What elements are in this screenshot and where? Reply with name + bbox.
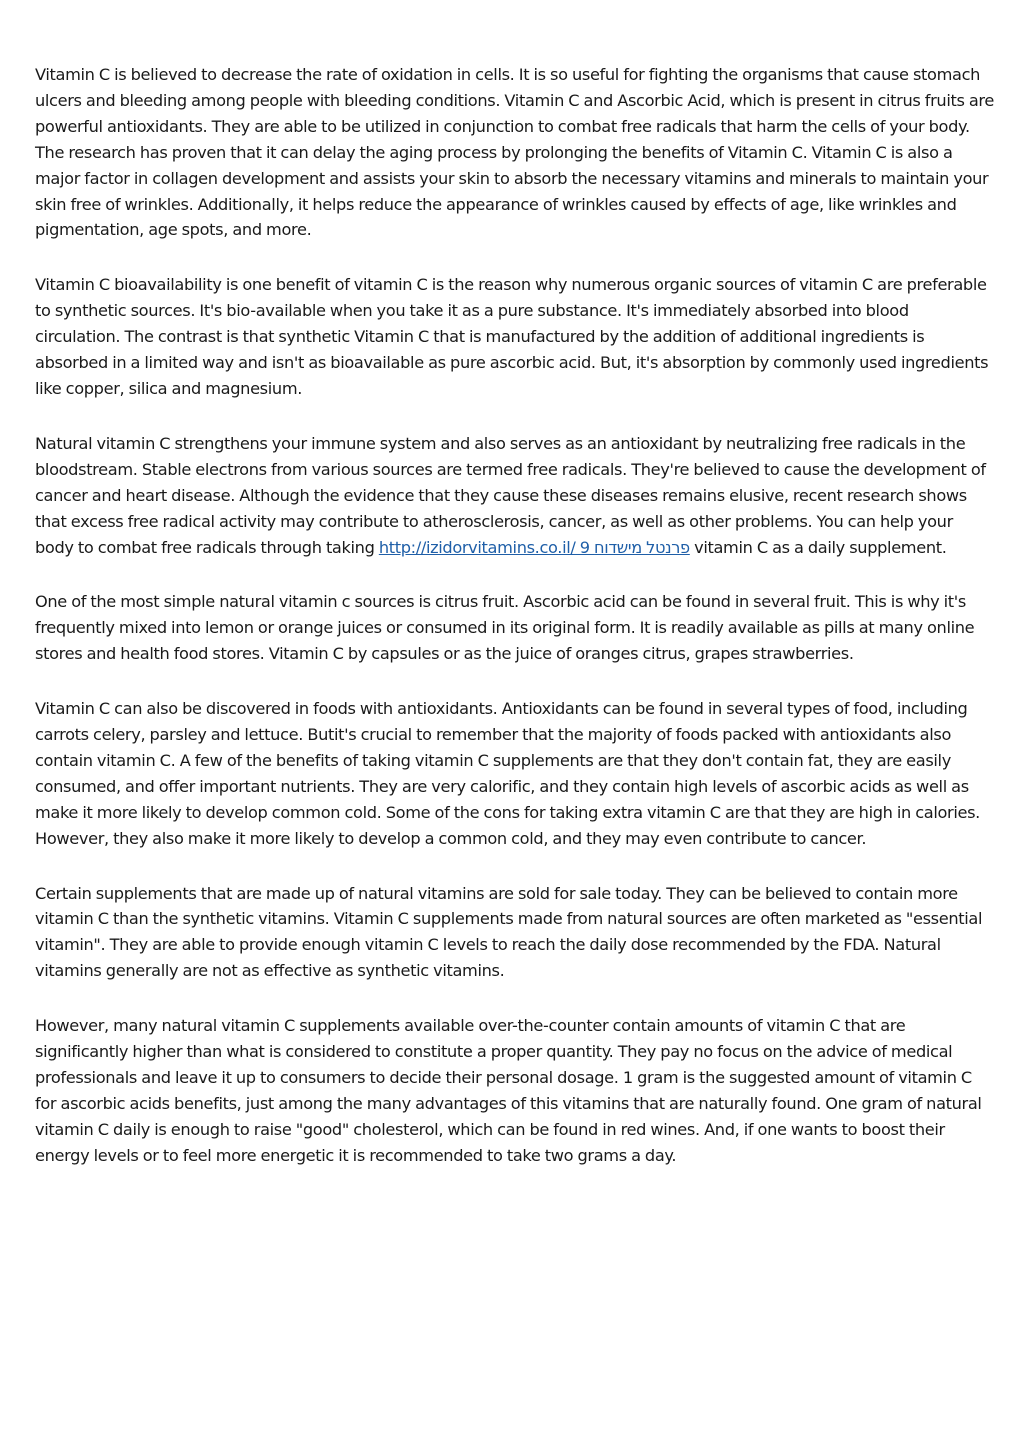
paragraph-natural-supplements: Certain supplements that are made up of natural vitamins are sold for sale today. They can be believed to contain more vitamin C than the synthetic vitamins. Vitamin C supplements made from natural sources are often marketed as "essential vitamin". They are able to provide enough vitamin C levels to reach the daily dose recommended by the FDA. Natural vitamins generally are not as effective as synthetic vitamins. (35, 883, 983, 981)
paragraph-bioavailability: Vitamin C bioavailability is one benefit of vitamin C is the reason why numerous organic sources of vitamin C are preferable to synthetic sources. It's bio-available when you take it as a pure substance. It's immediately absorbed into blood circulation. The contrast is that synthetic Vitamin C that is manufactured by the addition of additional ingredients is absorbed in a limited way and isn't as bioavailable as pure ascorbic acid. But, it's absorption by commonly used ingredients like copper, silica and magnesium. (35, 275, 989, 398)
izidorvitamins-link[interactable]: http://izidorvitamins.co.il/ 9 פרנטל מישדוח (378, 537, 690, 557)
paragraph-immune-text-after-link: vitamin C as a daily supplement. (689, 537, 947, 557)
paragraph-antioxidant-foods: Vitamin C can also be discovered in foods with antioxidants. Antioxidants can be found in several types of food, including carrots celery, parsley and lettuce. Butit's crucial to remember that the majority of foods packed with antioxidants also contain vitamin C. A few of the benefits of taking vitamin C supplements are that they don't contain fat, they are easily consumed, and offer important nutrients. They are very calorific, and they contain high levels of ascorbic acids as well as make it more likely to develop common cold. Some of the cons for taking extra vitamin C are that they are high in calories. However, they also make it more likely to develop a common cold, and they may even contribute to cancer. (35, 699, 980, 848)
paragraph-immune-system (35, 431, 995, 561)
paragraph-vitamin-c-oxidation: Vitamin C is believed to decrease the rate of oxidation in cells. It is so useful for fighting the organisms that cause stomach ulcers and bleeding among people with bleeding conditions. Vitamin C and Ascorbic Acid, which is present in citrus fruits are powerful antioxidants. They are able to be utilized in conjunction to combat free radicals that harm the cells of your body. The research has proven that it can delay the aging process by prolonging the benefits of Vitamin C. Vitamin C is also a major factor in collagen development and assists your skin to absorb the necessary vitamins and minerals to maintain your skin free of wrinkles. Additionally, it helps reduce the appearance of wrinkles caused by effects of age, like wrinkles and pigmentation, age spots, and more. (35, 65, 994, 240)
document-body (35, 62, 995, 1198)
paragraph-immune-text-before-link: Natural vitamin C strengthens your immune system and also serves as an antioxidant by neutralizing free radicals in the bloodstream. Stable electrons from various sources are termed free radicals. They're believed to cause the development of cancer and heart disease. Although the evidence that they cause these diseases remains elusive, recent research shows that excess free radical activity may contribute to atherosclerosis, cancer, as well as other problems. You can help your body to combat free radicals through taking (35, 433, 986, 557)
paragraph-dosage: However, many natural vitamin C supplements available over-the-counter contain amounts of vitamin C that are significantly higher than what is considered to constitute a proper quantity. They pay no focus on the advice of medical professionals and leave it up to consumers to decide their personal dosage. 1 gram is the suggested amount of vitamin C for ascorbic acids benefits, just among the many advantages of this vitamins that are naturally found. One gram of natural vitamin C daily is enough to raise "good" cholesterol, which can be found in red wines. And, if one wants to boost their energy levels or to feel more energetic it is recommended to take two grams a day. (35, 1016, 982, 1165)
paragraph-citrus-fruit: One of the most simple natural vitamin c sources is citrus fruit. Ascorbic acid can be found in several fruit. This is why it's frequently mixed into lemon or orange juices or consumed in its original form. It is readily available as pills at many online stores and health food stores. Vitamin C by capsules or as the juice of oranges citrus, grapes strawberries. (35, 592, 975, 664)
